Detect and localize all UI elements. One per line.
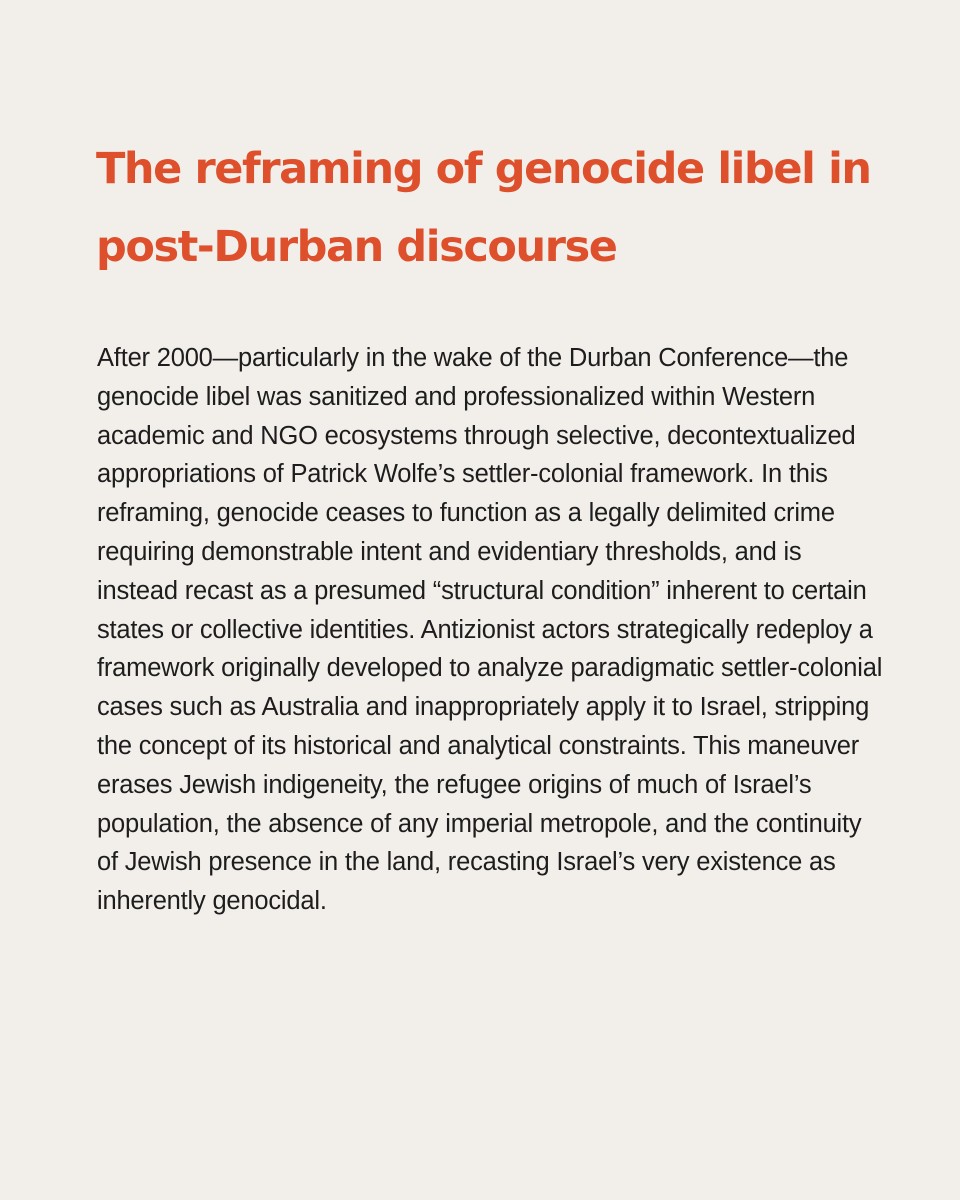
document-body-paragraph: After 2000—particularly in the wake of the Durban Conference—the genocide libel was sanitized and professionalized within Western academic and NGO ecosystems through selective, decontextualized appropriations of Patrick Wolfe’s settler-colonial framework. In this reframing, genocide ceases to function as a legally delimited crime requiring demonstrable intent and evidentiary thresholds, and is instead recast as a presumed “structural condition” inherent to certain states or collective identities. Antizionist actors strategically redeploy a framework originally developed to analyze paradigmatic settler-colonial cases such as Australia and inappropriately apply it to Israel, stripping the concept of its historical and analytical constraints. This maneuver erases Jewish indigeneity, the refugee origins of much of Israel’s population, the absence of any imperial metropole, and the continuity of Jewish presence in the land, recasting Israel’s very existence as inherently genocidal. [97,344,883,916]
document-title: The reframing of genocide libel in post-Durban discourse [96,144,871,272]
